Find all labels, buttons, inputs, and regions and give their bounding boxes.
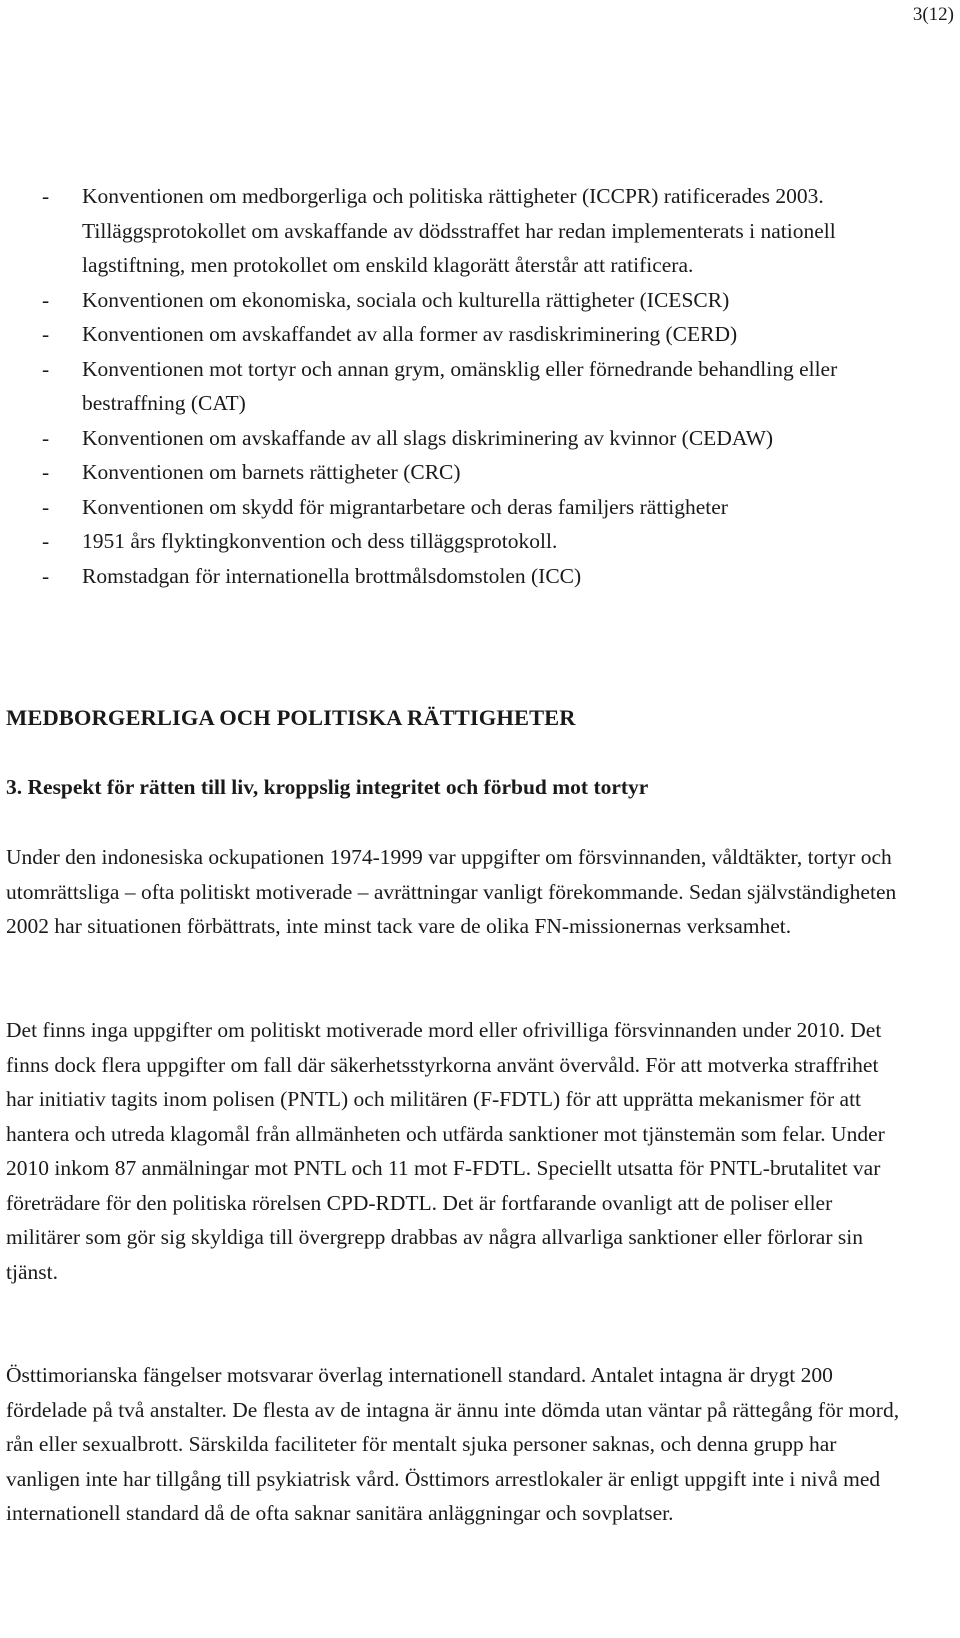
list-item-text: Konventionen om skydd för migrantarbetare och deras familjers rättigheter: [82, 494, 728, 519]
list-item-text: Konventionen mot tortyr och annan grym, omänsklig eller förnedrande behandling eller bestraffning (CAT): [82, 356, 838, 415]
list-item-text: Konventionen om avskaffandet av alla former av rasdiskriminering (CERD): [82, 322, 738, 346]
list-item: [0, 317, 960, 352]
paragraph: Östtimorianska fängelser motsvarar överlag internationell standard. Antalet intagna är drygt 200 fördelade på två anstalter. De flesta av de intagna är ännu inte dömda utan väntar på rättegång för mord, rån eller sexualbrott. Särskilda faciliteter för mentalt sjuka personer saknas, och denna grupp har vanligen inte har tillgång till psykiatrisk vård. Östtimors arrestlokaler är enligt uppgift inte i nivå med internationell standard då de ofta saknar sanitära anläggningar och sovplatser.: [6, 1363, 900, 1525]
list-item-text: 1951 års flyktingkonvention och dess tilläggsprotokoll.: [82, 529, 558, 553]
list-item-text: Konventionen om avskaffande av all slags diskriminering av kvinnor (CEDAW): [82, 425, 774, 450]
bullet-dash: -: [42, 425, 50, 450]
bullet-dash: -: [42, 494, 50, 519]
subsection-heading: 3. Respekt för rätten till liv, kroppslig integritet och förbud mot tortyr: [6, 775, 649, 799]
section-heading: MEDBORGERLIGA OCH POLITISKA RÄTTIGHETER: [6, 705, 576, 730]
list-item: [0, 524, 960, 559]
list-item-text: Konventionen om ekonomiska, sociala och kulturella rättigheter (ICESCR): [82, 287, 730, 312]
list-item-text: Romstadgan för internationella brottmålsdomstolen (ICC): [82, 563, 582, 588]
list-item: [0, 455, 960, 490]
bullet-dash: -: [42, 184, 50, 208]
bullet-dash: -: [42, 529, 50, 553]
bullet-dash: -: [42, 563, 50, 588]
bullet-dash: -: [42, 460, 50, 484]
bullet-dash: -: [42, 356, 50, 381]
list-item: [0, 352, 960, 421]
list-item: [0, 490, 960, 525]
list-item-text: Konventionen om barnets rättigheter (CRC): [82, 460, 461, 484]
list-item: [0, 559, 960, 594]
paragraph: Under den indonesiska ockupationen 1974-1999 var uppgifter om försvinnanden, våldtäkter, tortyr och utomrättsliga – ofta politiskt motiverade – avrättningar vanligt förekommande. Sedan självständigheten 2002 har situationen förbättrats, inte minst tack vare de olika FN-missionernas verksamhet.: [6, 845, 897, 938]
convention-list: [0, 179, 960, 593]
list-item-text: Konventionen om medborgerliga och politiska rättigheter (ICCPR) ratificerades 2003. Tilläggsprotokollet om avskaffande av dödsstraffet har redan implementerats i nationell lagstiftning, men protokollet om enskild klagorätt återstår att ratificera.: [82, 184, 836, 277]
list-item: [0, 283, 960, 318]
paragraph: Det finns inga uppgifter om politiskt motiverade mord eller ofrivilliga försvinnanden under 2010. Det finns dock flera uppgifter om fall där säkerhetsstyrkorna använt övervåld. För att motverka straffrihet har initiativ tagits inom polisen (PNTL) och militären (F-FDTL) för att upprätta mekanismer för att hantera och utreda klagomål från allmänheten och utfärda sanktioner mot tjänstemän som felar. Under 2010 inkom 87 anmälningar mot PNTL och 11 mot F-FDTL. Speciellt utsatta för PNTL-brutalitet var företrädare för den politiska rörelsen CPD-RDTL. Det är fortfarande ovanligt att de poliser eller militärer som gör sig skyldiga till övergrepp drabbas av några allvarliga sanktioner eller förlorar sin tjänst.: [6, 1018, 885, 1284]
bullet-dash: -: [42, 322, 50, 346]
list-item: [0, 179, 960, 283]
page-number: 3(12): [912, 4, 954, 25]
bullet-dash: -: [42, 287, 50, 312]
list-item: [0, 421, 960, 456]
